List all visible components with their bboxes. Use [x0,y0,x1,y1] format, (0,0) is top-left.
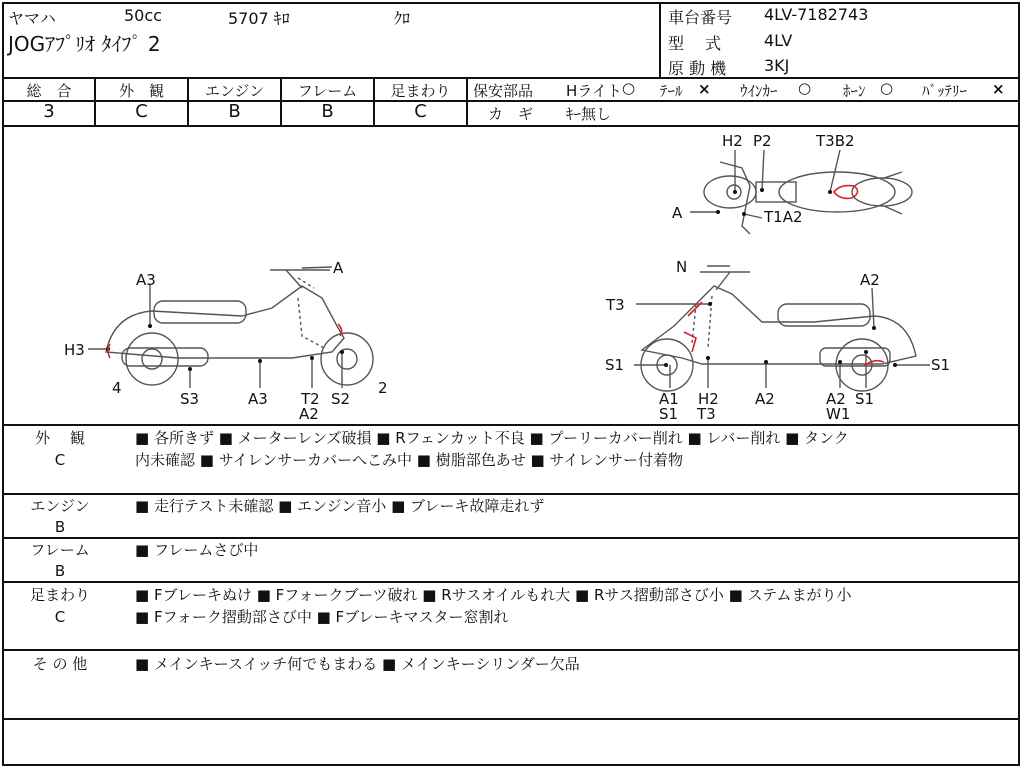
label-right-s1-a1: S1 [659,405,679,423]
tail-label: ﾃｰﾙ [660,82,683,100]
label-top-a: A [672,204,683,222]
label-left-s3: S3 [180,390,200,408]
section-exterior-label: 外 観 [35,429,85,447]
key-value: ｷｰ無し [566,105,612,123]
label-top-p2: P2 [753,132,772,150]
label-right-s1: S1 [605,356,625,374]
label-right-s1-rear: S1 [931,356,951,374]
label-right-t3-bottom: T3 [697,405,716,423]
headlight-status: ○ [622,79,636,97]
frame-label: フレーム [297,82,358,100]
section-divider [2,581,1020,583]
right-handle [700,272,750,290]
right-rear-wheel [836,339,888,391]
maker: ヤマハ [8,9,56,28]
winker-status: ○ [798,79,812,97]
section-engine-grade: B [54,518,66,536]
top-view-mirror [884,206,902,214]
tail-status: × [698,80,711,98]
label-right-a2: A2 [860,271,880,289]
label-right-n: N [676,258,688,276]
battery-status: × [992,80,1005,98]
label-right-t3: T3 [606,296,625,314]
damage-mark [684,302,702,352]
top-view-rear [852,178,912,206]
label-left-4: 4 [112,379,122,397]
overall-grade: 3 [43,101,55,122]
color: ｸﾛ [394,9,411,28]
engine-model-value: 3KJ [764,56,790,75]
engine-label: エンジン [204,82,265,100]
displacement: 50cc [124,6,162,25]
section-exterior-grade: C [54,451,66,469]
frame-no-value: 4LV-7182743 [764,5,869,24]
type-value: 4LV [764,31,793,50]
label-top-h2: H2 [722,132,743,150]
right-body [642,286,916,364]
damage-mark [108,344,110,358]
battery-label: ﾊﾞｯﾃﾘｰ [922,82,968,100]
section-divider [2,649,1020,651]
label-top-t3b2: T3B2 [816,132,855,150]
label-left-a3: A3 [136,271,156,289]
label-left-a2: A2 [299,405,319,423]
section-suspension-grade: C [54,608,66,626]
label-right-a1: A1 [659,390,679,408]
suspension-label: 足まわり [390,82,451,100]
label-top-t1a2: T1A2 [764,208,803,226]
headlight-label: Hライト [566,82,622,100]
mileage: 5707 ｷﾛ [228,9,290,28]
engine-grade: B [228,101,241,122]
left-rear-wheel [126,333,178,385]
header-bottom-line [2,77,1020,79]
exterior-grade: C [135,101,148,122]
top-view-mirror [884,172,902,178]
section-engine-label: エンジン [30,497,90,515]
horn-label: ﾎｰﾝ [843,82,866,100]
label-right-w1: W1 [826,405,851,423]
key-label: カ ギ [488,105,534,123]
label-right-s1-bottom: S1 [855,390,875,408]
section-exterior-line: 内未確認 ■ サイレンサーカバーへこみ中 ■ 樹脂部色あせ ■ サイレンサー付着物 [135,451,683,469]
diagram-bottom-line [2,424,1020,426]
winker-label: ｳｲﾝｶｰ [740,82,778,100]
engine-model-label: 原 動 機 [668,59,727,78]
left-body [106,286,344,358]
section-frame-grade: B [54,562,66,580]
section-suspension-line: ■ Fブレーキぬけ ■ Fフォークブーツ破れ ■ Rサスオイルもれ大 ■ Rサス摺動部さび小 ■ ステムまがり小 [135,586,852,604]
section-divider [2,718,1020,720]
label-left-t2: T2 [301,390,320,408]
label-left-a: A [333,259,344,277]
overall-label: 総 合 [26,82,72,100]
label-right-a2-rear: A2 [826,390,846,408]
label-left-h3: H3 [64,341,85,359]
section-other-label: そ の 他 [32,655,88,673]
suspension-grade: C [414,101,427,122]
label-left-2: 2 [378,379,388,397]
section-suspension-line: ■ Fフォーク摺動部さび中 ■ Fブレーキマスター窓割れ [135,608,509,626]
section-engine-line: ■ 走行テスト未確認 ■ エンジン音小 ■ ブレーキ故障走れず [135,497,545,515]
section-suspension-label: 足まわり [29,586,90,604]
label-right-h2: H2 [698,390,719,408]
frame-no-label: 車台番号 [668,8,733,27]
header-divider [659,2,661,78]
label-left-s2: S2 [331,390,351,408]
safety-label: 保安部品 [473,82,534,100]
section-frame-line: ■ フレームさび中 [135,541,259,559]
label-right-a2-mid: A2 [755,390,775,408]
section-frame-label: フレーム [30,541,90,559]
section-exterior-line: ■ 各所きず ■ メーターレンズ破損 ■ Rフェンカット不良 ■ プーリーカバー削れ ■ レバー削れ ■ タンク [135,429,849,447]
label-left-a3-bottom: A3 [248,390,268,408]
right-seat [778,304,870,326]
model-name: JOGｱﾌﾟﾘｵ ﾀｲﾌﾟ 2 [8,32,161,56]
type-label: 型 式 [668,34,722,53]
right-rear-hub [852,355,872,375]
exterior-label: 外 観 [118,82,164,100]
left-front-cover [298,278,324,348]
horn-status: ○ [880,79,894,97]
section-other-line: ■ メインキースイッチ何でもまわる ■ メインキーシリンダー欠品 [135,655,580,673]
left-front-wheel [321,333,373,385]
frame-grade: B [321,101,334,122]
